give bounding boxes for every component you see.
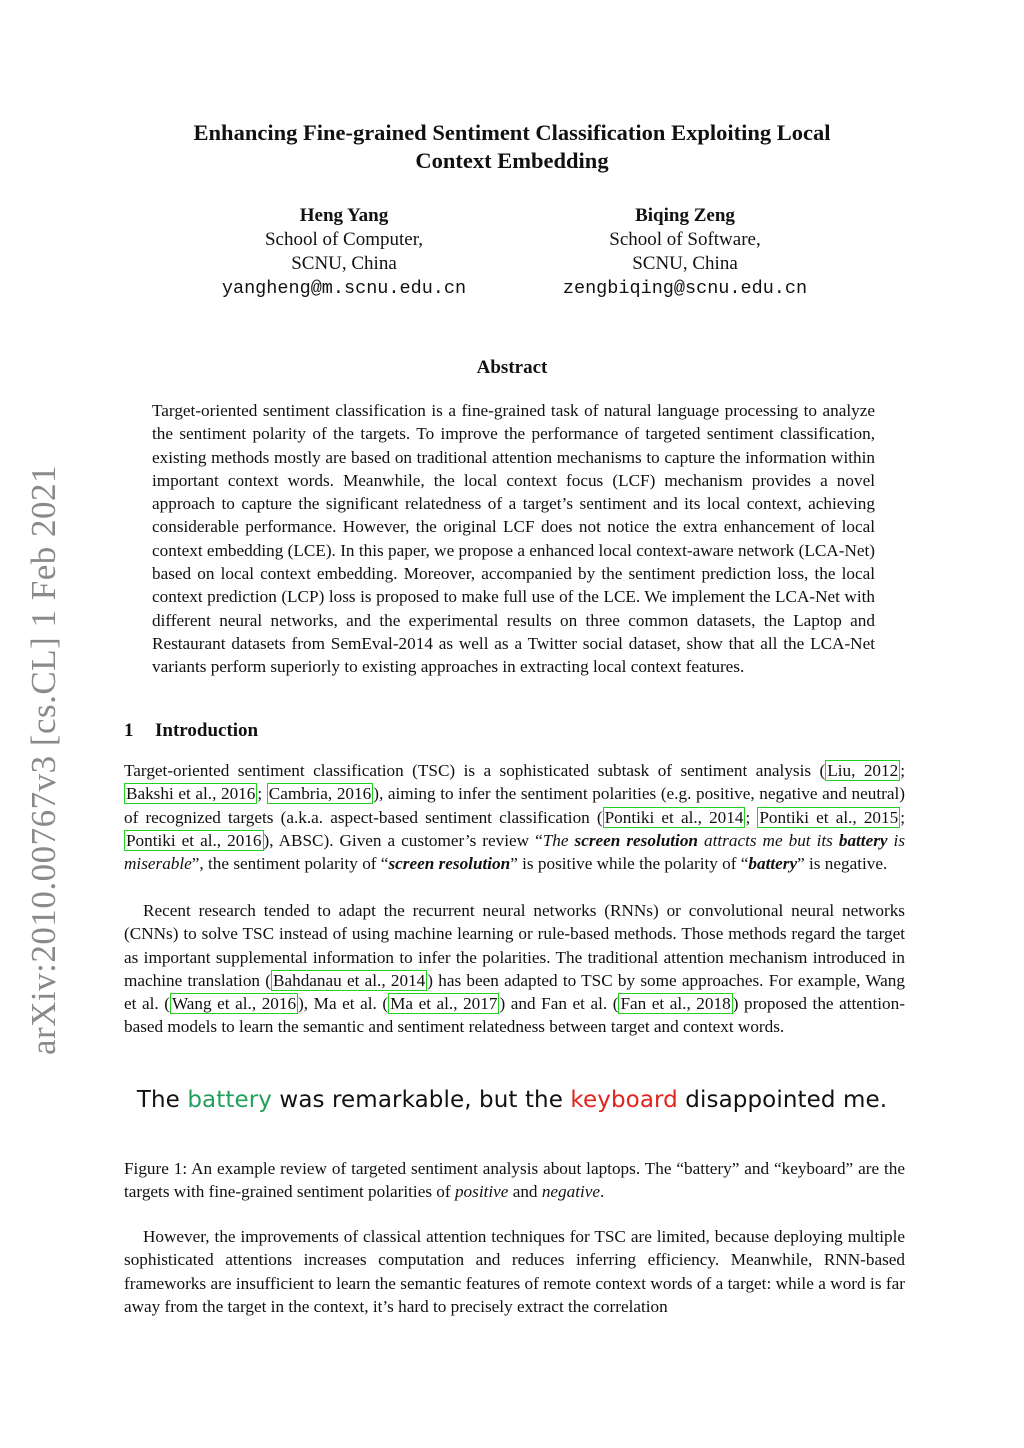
title-line-1: Enhancing Fine-grained Sentiment Classification Exploiting Local [193,120,831,145]
text-run: ), aiming to infer the sentiment polarities (e.g. positive, negative and neutral) of recognized targets (a.k.a. aspect-based sentiment classification ( [124,784,906,827]
author-affiliation: School of Computer, [264,229,424,250]
text-run: Target-oriented sentiment classification (TSC) is a sophisticated subtask of sentiment analysis ( [124,761,826,780]
figure-1-example-sentence [0,1087,1024,1113]
arxiv-identifier-stamp[interactable]: arXiv:2010.00767v3 [cs.CL] 1 Feb 2021 [24,464,63,1056]
citation-link[interactable]: Pontiki et al., 2015 [759,807,899,827]
text-run: Recent research tended to adapt the recurrent neural networks (RNNs) or convolutional neural networks (CNNs) to solve TSC instead of using machine learning or rule-based methods. Those methods regard the target as important supplemental information to infer the polarities. The traditional attention mechanism introduced in machine translation ( [124,901,905,990]
example-target: screen resolution [574,830,698,850]
author-name: Biqing Zeng [635,205,735,226]
author-block-2 [505,204,865,301]
text-run: ; [745,807,758,827]
citation-link[interactable]: Wang et al., 2016 [171,994,297,1014]
text-run: disappointed me. [677,1087,888,1113]
intro-paragraph-3: However, the improvements of classical attention techniques for TSC are limited, because deploying multiple sophisticated attentions increases computation and reduces inferring efficiency. Meanwhile, RNN-based frameworks are insufficient to learn the semantic features of remote context words of a target: while a word is far away from the target in the context, it’s hard to precisely extract the correlation [124,1227,905,1316]
text-run: ) proposed the attention-based models to learn the semantic and sentiment relatedness between target and context words. [124,994,905,1037]
abstract-text: Target-oriented sentiment classification is a fine-grained task of natural language processing to analyze the sentiment polarity of the targets. To improve the performance of targeted sentiment classification, existing methods mostly are based on traditional attention mechanisms to capture the information within important context words. Meanwhile, the local context focus (LCF) mechanism provides a novel approach to capture the significant relatedness of a target’s sentiment and its local context, achieving considerable performance. However, the original LCF does not notice the extra enhancement of local context embedding (LCE). In this paper, we propose a enhanced local context-aware network (LCA-Net) based on local context embedding. Moreover, accompanied by the sentiment prediction loss, the local context prediction (LCP) loss is proposed to make full use of the LCE. We implement the LCA-Net with different neural networks, and the experimental results on three common datasets, the Laptop and Restaurant datasets from SemEval-2014 as well as a Twitter social dataset, show that all the LCA-Net variants perform superiorly to existing approaches in extracting local context features. [152,401,875,677]
citation-link[interactable]: Bahdanau et al., 2014 [273,970,426,990]
citation-link[interactable]: Fan et al., 2018 [620,994,731,1014]
text-run: The [136,1087,188,1113]
author-block-1 [164,204,524,301]
text-run: ), ABSC). Given a customer’s review “ [263,830,543,850]
intro-paragraph-2 [124,899,905,1039]
negative-target-word: keyboard [570,1087,678,1113]
section-title: Introduction [155,720,259,741]
citation-link[interactable]: Pontiki et al., 2014 [604,807,744,827]
caption-polarity: positive [454,1182,509,1202]
text-run: was remarkable, but the [272,1087,571,1113]
example-quote: attracts me but its [698,830,839,850]
example-target: battery [748,854,798,874]
author-email[interactable]: zengbiqing@scnu.edu.cn [562,278,808,299]
positive-target-word: battery [187,1087,272,1113]
author-affiliation: School of Software, [609,229,761,250]
citation-link[interactable]: Cambria, 2016 [268,784,372,804]
figure-1-caption [124,1157,905,1204]
example-target: screen resolution [388,854,511,874]
paper-title [150,119,874,175]
citation-link[interactable]: Pontiki et al., 2016 [126,830,262,850]
author-name: Heng Yang [299,205,389,226]
text-run: Figure 1: An example review of targeted sentiment analysis about laptops. The “battery” and “keyboard” are the targets with fine-grained sentiment polarities of [124,1159,905,1202]
citation-link[interactable]: Liu, 2012 [827,761,899,780]
example-quote: The [542,830,575,850]
example-quote: is miserable [124,830,906,874]
text-run: ; [900,761,905,780]
example-target: battery [838,830,888,850]
text-run: ”, the sentiment polarity of “ [191,854,389,874]
author-affiliation: SCNU, China [632,253,738,274]
title-line-2: Context Embedding [415,148,609,173]
section-number: 1 [124,720,134,741]
abstract-heading: Abstract [476,357,548,378]
text-run: ), Ma et al. ( [298,994,389,1014]
intro-paragraph-1 [124,759,905,875]
text-run: and [508,1182,542,1202]
caption-polarity: negative [541,1182,601,1202]
text-run: ; [257,784,267,804]
author-affiliation: SCNU, China [291,253,397,274]
text-run: ) has been adapted to TSC by some approaches. For example, Wang et al. ( [124,970,905,1014]
author-email[interactable]: yangheng@m.scnu.edu.cn [221,278,467,299]
text-run: ” is positive while the polarity of “ [510,854,749,874]
text-run: ) and Fan et al. ( [499,994,619,1014]
citation-link[interactable]: Bakshi et al., 2016 [126,784,256,804]
text-run: . [600,1182,605,1202]
text-run: ; [900,807,905,827]
text-run: ” is negative. [797,854,888,874]
citation-link[interactable]: Ma et al., 2017 [390,994,498,1014]
section-heading-introduction [124,720,258,742]
